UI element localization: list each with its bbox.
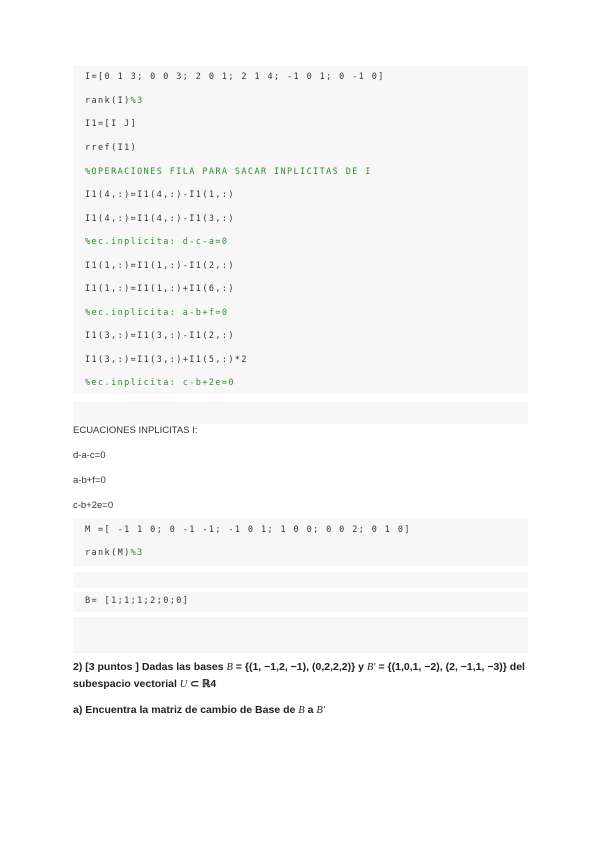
empty-code-cell[interactable] (73, 402, 528, 424)
empty-code-cell[interactable] (73, 617, 528, 653)
subspace-U-symbol: U (179, 679, 188, 690)
code-line: I1=[I J] (85, 119, 138, 129)
code-line: B= [1;1;1;2;0;0] (85, 596, 190, 606)
code-comment-line: %OPERACIONES FILA PARA SACAR INPLICITAS DE I (85, 167, 372, 177)
problem-statement: 2) [3 puntos ] Dadas las bases B = {(1, −1,2, −1), (0,2,2,2)} y B′ = {(1,0,1, −2), (2, −1,1, −3)} del subespacio vectorial U ⊂ ℝ4 (73, 661, 525, 690)
code-comment: %3 (130, 96, 144, 106)
code-comment-line: %ec.inplicita: d-c-a=0 (85, 237, 229, 247)
code-line: rref(I1) (85, 143, 138, 153)
code-line: I1(4,:)=I1(4,:)-I1(1,:) (85, 190, 235, 200)
code-comment-line: %ec.inplicita: a-b+f=0 (85, 308, 229, 318)
code-block-1 (73, 66, 528, 394)
code-comment: %3 (130, 548, 144, 558)
basis-B-symbol: B (226, 662, 233, 673)
code-line: I=[0 1 3; 0 0 3; 2 0 1; 2 1 4; -1 0 1; 0 -1 0] (85, 72, 385, 82)
code-line: rank(M)%3 (85, 548, 144, 558)
code-comment-line: %ec.inplicita: c-b+2e=0 (85, 378, 235, 388)
code-line: I1(3,:)=I1(3,:)-I1(2,:) (85, 331, 235, 341)
equation-1: d-a-c=0 (73, 450, 106, 461)
equation-2: a-b+f=0 (73, 475, 106, 486)
code-line: I1(4,:)=I1(4,:)-I1(3,:) (85, 214, 235, 224)
basis-Bprime-symbol: B′ (366, 662, 376, 673)
code-line: I1(3,:)=I1(3,:)+I1(5,:)*2 (85, 355, 248, 365)
code-line: M =[ -1 1 0; 0 -1 -1; -1 0 1; 1 0 0; 0 0 2; 0 1 0] (85, 525, 411, 535)
basis-Bprime-symbol: B′ (316, 705, 326, 716)
ecuaciones-title: ECUACIONES INPLICITAS I: (73, 425, 198, 436)
equation-3: c-b+2e=0 (73, 500, 114, 511)
code-line: I1(1,:)=I1(1,:)-I1(2,:) (85, 261, 235, 271)
code-line: I1(1,:)=I1(1,:)+I1(6,:) (85, 284, 235, 294)
empty-code-cell[interactable] (73, 572, 528, 588)
code-line: rank(I)%3 (85, 96, 144, 106)
basis-B-symbol: B (298, 705, 305, 716)
problem-part-a: a) Encuentra la matriz de cambio de Base de B a B′ (73, 704, 326, 716)
